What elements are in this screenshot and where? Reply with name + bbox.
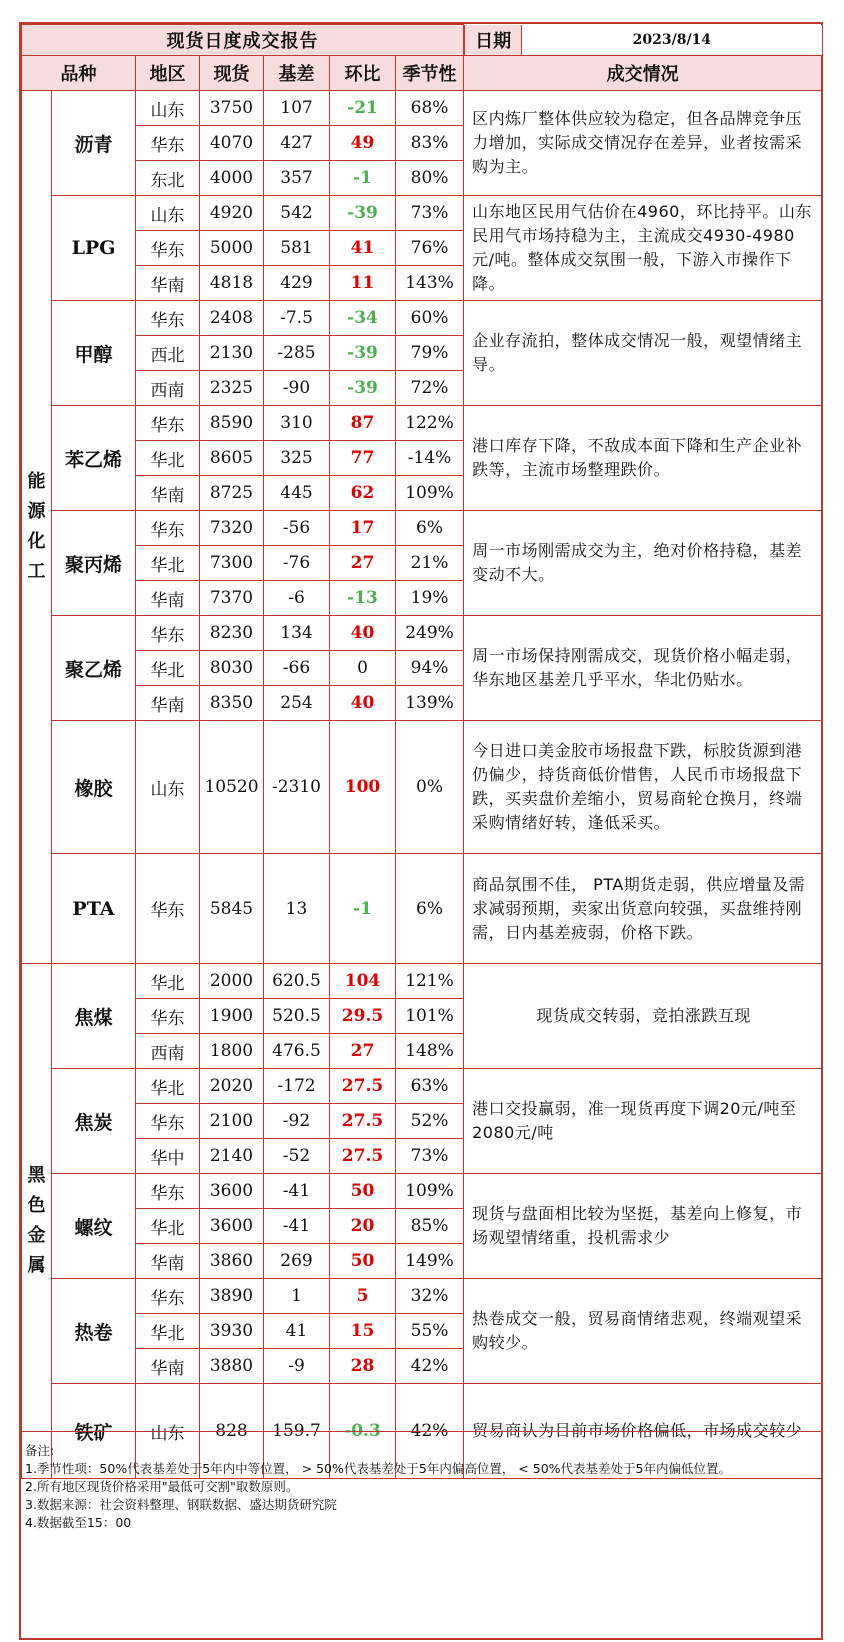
sector-label: [22, 964, 52, 1479]
date-area: [464, 25, 822, 56]
spot-price-cell: 3930: [200, 1314, 264, 1349]
seasonal-cell: 143%: [396, 266, 464, 301]
spot-price-cell: 4000: [200, 161, 264, 196]
region-cell: 华北: [136, 1314, 200, 1349]
change-cell: 27.5: [330, 1069, 396, 1104]
region-cell: 华北: [136, 546, 200, 581]
region-cell: 华东: [136, 231, 200, 266]
seasonal-cell: 6%: [396, 511, 464, 546]
region-cell: 华东: [136, 511, 200, 546]
seasonal-cell: 52%: [396, 1104, 464, 1139]
spot-price-cell: 5000: [200, 231, 264, 266]
change-cell: 0: [330, 651, 396, 686]
change-cell: 87: [330, 406, 396, 441]
change-cell: 15: [330, 1314, 396, 1349]
date-value: 2023/8/14: [522, 25, 822, 55]
spot-price-cell: 2020: [200, 1069, 264, 1104]
product-name: 苯乙烯: [52, 406, 136, 511]
table-row: [22, 511, 822, 546]
change-cell: 27.5: [330, 1139, 396, 1174]
spot-price-cell: 3750: [200, 91, 264, 126]
spot-price-cell: 8230: [200, 616, 264, 651]
table-row: [22, 721, 822, 854]
region-cell: 西南: [136, 1034, 200, 1069]
region-cell: 华东: [136, 301, 200, 336]
basis-cell: 581: [264, 231, 330, 266]
product-name: 橡胶: [52, 721, 136, 854]
change-cell: -34: [330, 301, 396, 336]
report-table: [21, 24, 822, 1479]
change-cell: 29.5: [330, 999, 396, 1034]
date-label: 日期: [465, 25, 522, 55]
product-name: 聚乙烯: [52, 616, 136, 721]
spot-price-cell: 1900: [200, 999, 264, 1034]
region-cell: 华南: [136, 1349, 200, 1384]
spot-price-cell: 3860: [200, 1244, 264, 1279]
sector-label-text: 能源化工: [27, 471, 46, 582]
basis-cell: 542: [264, 196, 330, 231]
change-cell: -39: [330, 196, 396, 231]
note-price-rule: 2.所有地区现货价格采用"最低可交割"取数原则。: [25, 1479, 299, 1494]
product-name: PTA: [52, 854, 136, 964]
region-cell: 华北: [136, 441, 200, 476]
basis-cell: -9: [264, 1349, 330, 1384]
table-row: [22, 406, 822, 441]
basis-cell: -41: [264, 1209, 330, 1244]
basis-cell: 13: [264, 854, 330, 964]
table-row: [22, 1069, 822, 1104]
region-cell: 西南: [136, 371, 200, 406]
notes-section: [21, 1431, 821, 1636]
change-cell: -39: [330, 336, 396, 371]
spot-price-cell: 7370: [200, 581, 264, 616]
change-cell: 27.5: [330, 1104, 396, 1139]
seasonal-cell: 42%: [396, 1384, 464, 1479]
change-cell: 17: [330, 511, 396, 546]
seasonal-cell: 79%: [396, 336, 464, 371]
seasonal-cell: 80%: [396, 161, 464, 196]
basis-cell: -90: [264, 371, 330, 406]
region-cell: 华北: [136, 964, 200, 999]
basis-cell: 357: [264, 161, 330, 196]
region-cell: 山东: [136, 1384, 200, 1479]
change-cell: 27: [330, 546, 396, 581]
basis-cell: -6: [264, 581, 330, 616]
spot-price-cell: 8725: [200, 476, 264, 511]
basis-cell: 41: [264, 1314, 330, 1349]
region-cell: 华东: [136, 616, 200, 651]
seasonal-cell: 73%: [396, 1139, 464, 1174]
region-cell: 东北: [136, 161, 200, 196]
deal-status-text: 港口交投赢弱，准一现货再度下调20元/吨至2080元/吨: [464, 1069, 822, 1174]
seasonal-cell: 121%: [396, 964, 464, 999]
region-cell: 华东: [136, 406, 200, 441]
table-row: [22, 1174, 822, 1209]
change-cell: -21: [330, 91, 396, 126]
region-cell: 华东: [136, 999, 200, 1034]
basis-cell: -76: [264, 546, 330, 581]
basis-cell: -92: [264, 1104, 330, 1139]
product-name: 焦煤: [52, 964, 136, 1069]
spot-price-cell: 7300: [200, 546, 264, 581]
seasonal-cell: -14%: [396, 441, 464, 476]
change-cell: 27: [330, 1034, 396, 1069]
change-cell: 104: [330, 964, 396, 999]
deal-status-text: 热卷成交一般，贸易商情绪悲观，终端观望采购较少。: [464, 1279, 822, 1384]
region-cell: 华东: [136, 1104, 200, 1139]
table-row: [22, 196, 822, 231]
spot-price-cell: 8605: [200, 441, 264, 476]
change-cell: -1: [330, 854, 396, 964]
spot-price-cell: 3890: [200, 1279, 264, 1314]
basis-cell: 1: [264, 1279, 330, 1314]
col-header-region: 地区: [136, 56, 200, 91]
basis-cell: 325: [264, 441, 330, 476]
region-cell: 华南: [136, 266, 200, 301]
region-cell: 华北: [136, 1069, 200, 1104]
region-cell: 华东: [136, 854, 200, 964]
spot-price-cell: 4070: [200, 126, 264, 161]
seasonal-cell: 32%: [396, 1279, 464, 1314]
seasonal-cell: 139%: [396, 686, 464, 721]
change-cell: 77: [330, 441, 396, 476]
seasonal-cell: 94%: [396, 651, 464, 686]
basis-cell: 520.5: [264, 999, 330, 1034]
spot-price-cell: 8030: [200, 651, 264, 686]
seasonal-cell: 85%: [396, 1209, 464, 1244]
deal-status-text: 商品氛围不佳， PTA期货走弱，供应增量及需求减弱预期，卖家出货意向较强，买盘维持刚需，日内基差疲弱，价格下跌。: [464, 854, 822, 964]
region-cell: 华北: [136, 651, 200, 686]
seasonal-cell: 60%: [396, 301, 464, 336]
seasonal-cell: 109%: [396, 476, 464, 511]
product-name: 螺纹: [52, 1174, 136, 1279]
spot-price-cell: 2130: [200, 336, 264, 371]
seasonal-cell: 63%: [396, 1069, 464, 1104]
sector-label: [22, 91, 52, 964]
table-row: [22, 91, 822, 126]
deal-status-text: 港口库存下降，不敌成本面下降和生产企业补跌等，主流市场整理跌价。: [464, 406, 822, 511]
basis-cell: 476.5: [264, 1034, 330, 1069]
change-cell: 50: [330, 1174, 396, 1209]
col-header-seasonal: 季节性: [396, 56, 464, 91]
table-row: [22, 854, 822, 964]
basis-cell: 134: [264, 616, 330, 651]
spot-price-cell: 3600: [200, 1174, 264, 1209]
seasonal-cell: 122%: [396, 406, 464, 441]
deal-status-text: 山东地区民用气估价在4960，环比持平。山东民用气市场持稳为主，主流成交4930-4980元/吨。整体成交氛围一般，下游入市操作下降。: [464, 196, 822, 301]
basis-cell: -66: [264, 651, 330, 686]
basis-cell: -2310: [264, 721, 330, 854]
seasonal-cell: 73%: [396, 196, 464, 231]
seasonal-cell: 249%: [396, 616, 464, 651]
change-cell: -39: [330, 371, 396, 406]
region-cell: 华南: [136, 581, 200, 616]
seasonal-cell: 83%: [396, 126, 464, 161]
change-cell: 11: [330, 266, 396, 301]
report-title: 现货日度成交报告: [22, 25, 464, 56]
note-source: 3.数据来源：社会资料整理、钢联数据、盛达期货研究院: [25, 1497, 337, 1512]
basis-cell: 107: [264, 91, 330, 126]
spot-price-cell: 828: [200, 1384, 264, 1479]
seasonal-cell: 72%: [396, 371, 464, 406]
basis-cell: 620.5: [264, 964, 330, 999]
seasonal-cell: 6%: [396, 854, 464, 964]
seasonal-cell: 101%: [396, 999, 464, 1034]
region-cell: 华南: [136, 1244, 200, 1279]
title-row: [22, 25, 822, 56]
spot-price-cell: 2325: [200, 371, 264, 406]
spot-price-cell: 2140: [200, 1139, 264, 1174]
product-name: 甲醇: [52, 301, 136, 406]
basis-cell: -172: [264, 1069, 330, 1104]
spot-price-cell: 7320: [200, 511, 264, 546]
seasonal-cell: 55%: [396, 1314, 464, 1349]
basis-cell: 269: [264, 1244, 330, 1279]
product-name: 聚丙烯: [52, 511, 136, 616]
deal-status-text: 现货与盘面相比较为坚挺，基差向上修复，市场观望情绪重，投机需求少: [464, 1174, 822, 1279]
region-cell: 山东: [136, 91, 200, 126]
basis-cell: 159.7: [264, 1384, 330, 1479]
region-cell: 华北: [136, 1209, 200, 1244]
product-name: 焦炭: [52, 1069, 136, 1174]
change-cell: -1: [330, 161, 396, 196]
basis-cell: 254: [264, 686, 330, 721]
basis-cell: -285: [264, 336, 330, 371]
change-cell: 62: [330, 476, 396, 511]
change-cell: 100: [330, 721, 396, 854]
basis-cell: -7.5: [264, 301, 330, 336]
col-header-deal-status: 成交情况: [464, 56, 822, 91]
region-cell: 华中: [136, 1139, 200, 1174]
col-header-change: 环比: [330, 56, 396, 91]
table-row: [22, 301, 822, 336]
seasonal-cell: 149%: [396, 1244, 464, 1279]
seasonal-cell: 42%: [396, 1349, 464, 1384]
deal-status-text: 周一市场刚需成交为主，绝对价格持稳，基差变动不大。: [464, 511, 822, 616]
basis-cell: -41: [264, 1174, 330, 1209]
region-cell: 华南: [136, 686, 200, 721]
region-cell: 华东: [136, 1279, 200, 1314]
region-cell: 西北: [136, 336, 200, 371]
change-cell: 40: [330, 616, 396, 651]
change-cell: 20: [330, 1209, 396, 1244]
product-name: 热卷: [52, 1279, 136, 1384]
basis-cell: 427: [264, 126, 330, 161]
col-header-product: 品种: [22, 56, 136, 91]
region-cell: 华东: [136, 126, 200, 161]
spot-price-cell: 2000: [200, 964, 264, 999]
spot-price-cell: 2408: [200, 301, 264, 336]
seasonal-cell: 19%: [396, 581, 464, 616]
basis-cell: 429: [264, 266, 330, 301]
sector-label-text: 黑色金属: [27, 1165, 46, 1276]
note-cutoff: 4.数据截至15：00: [25, 1515, 132, 1530]
spot-price-cell: 8350: [200, 686, 264, 721]
col-header-spot: 现货: [200, 56, 264, 91]
note-seasonal: 1.季节性项：50%代表基差处于5年内中等位置， > 50%代表基差处于5年内偏高位置， < 50%代表基差处于5年内偏低位置。: [25, 1461, 731, 1476]
seasonal-cell: 148%: [396, 1034, 464, 1069]
report-frame: [19, 22, 823, 1640]
seasonal-cell: 109%: [396, 1174, 464, 1209]
deal-status-text: 周一市场保持刚需成交，现货价格小幅走弱，华东地区基差几乎平水，华北仍贴水。: [464, 616, 822, 721]
region-cell: 华东: [136, 1174, 200, 1209]
seasonal-cell: 0%: [396, 721, 464, 854]
spot-price-cell: 3600: [200, 1209, 264, 1244]
change-cell: 5: [330, 1279, 396, 1314]
basis-cell: 445: [264, 476, 330, 511]
spot-price-cell: 1800: [200, 1034, 264, 1069]
change-cell: -0.3: [330, 1384, 396, 1479]
spot-price-cell: 4818: [200, 266, 264, 301]
seasonal-cell: 21%: [396, 546, 464, 581]
deal-status-text: 今日进口美金胶市场报盘下跌，标胶货源到港仍偏少，持货商低价惜售，人民币市场报盘下跌，买卖盘价差缩小，贸易商轮仓换月，终端采购情绪好转，逢低采买。: [464, 721, 822, 854]
deal-status-text: 现货成交转弱，竞拍涨跌互现: [464, 964, 822, 1069]
table-row: [22, 1279, 822, 1314]
deal-status-text: 企业存流拍，整体成交情况一般，观望情绪主导。: [464, 301, 822, 406]
deal-status-text: 贸易商认为目前市场价格偏低，市场成交较少: [464, 1384, 822, 1479]
product-name: LPG: [52, 196, 136, 301]
basis-cell: -52: [264, 1139, 330, 1174]
spot-price-cell: 5845: [200, 854, 264, 964]
product-name: 铁矿: [52, 1384, 136, 1479]
region-cell: 华南: [136, 476, 200, 511]
basis-cell: 310: [264, 406, 330, 441]
notes-heading: 备注:: [25, 1443, 55, 1458]
product-name: 沥青: [52, 91, 136, 196]
deal-status-text: 区内炼厂整体供应较为稳定，但各品牌竞争压力增加，实际成交情况存在差异，业者按需采购为主。: [464, 91, 822, 196]
change-cell: 28: [330, 1349, 396, 1384]
spot-price-cell: 2100: [200, 1104, 264, 1139]
seasonal-cell: 68%: [396, 91, 464, 126]
header-row: [22, 56, 822, 91]
change-cell: 50: [330, 1244, 396, 1279]
seasonal-cell: 76%: [396, 231, 464, 266]
spot-price-cell: 8590: [200, 406, 264, 441]
spot-price-cell: 4920: [200, 196, 264, 231]
spot-price-cell: 3880: [200, 1349, 264, 1384]
change-cell: -13: [330, 581, 396, 616]
col-header-basis: 基差: [264, 56, 330, 91]
region-cell: 山东: [136, 196, 200, 231]
change-cell: 49: [330, 126, 396, 161]
region-cell: 山东: [136, 721, 200, 854]
change-cell: 40: [330, 686, 396, 721]
table-row: [22, 616, 822, 651]
change-cell: 41: [330, 231, 396, 266]
spot-price-cell: 10520: [200, 721, 264, 854]
table-row: [22, 964, 822, 999]
basis-cell: -56: [264, 511, 330, 546]
